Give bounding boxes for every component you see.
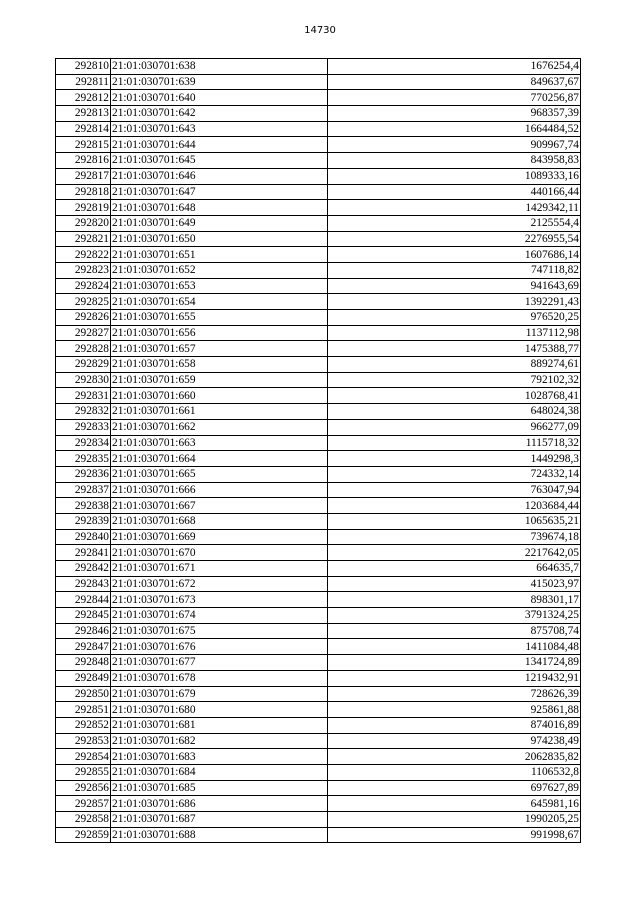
cadastral-number-cell: 21:01:030701:652 bbox=[111, 262, 328, 278]
table-row bbox=[56, 74, 581, 90]
table-row bbox=[56, 529, 581, 545]
row-number-cell: 292847 bbox=[56, 639, 111, 655]
row-number-cell: 292852 bbox=[56, 717, 111, 733]
cadastral-value-cell: 739674,18 bbox=[328, 529, 581, 545]
cadastral-value-cell: 3791324,25 bbox=[328, 608, 581, 624]
row-number-cell: 292816 bbox=[56, 153, 111, 169]
cadastral-number-cell: 21:01:030701:651 bbox=[111, 247, 328, 263]
cadastral-value-cell: 941643,69 bbox=[328, 278, 581, 294]
table-row bbox=[56, 827, 581, 843]
cadastral-number-cell: 21:01:030701:674 bbox=[111, 608, 328, 624]
table-body bbox=[56, 59, 581, 843]
cadastral-value-cell: 697627,89 bbox=[328, 780, 581, 796]
table-row bbox=[56, 200, 581, 216]
cadastral-number-cell: 21:01:030701:654 bbox=[111, 294, 328, 310]
row-number-cell: 292818 bbox=[56, 184, 111, 200]
cadastral-value-cell: 925861,88 bbox=[328, 702, 581, 718]
row-number-cell: 292857 bbox=[56, 796, 111, 812]
row-number-cell: 292829 bbox=[56, 357, 111, 373]
cadastral-number-cell: 21:01:030701:640 bbox=[111, 90, 328, 106]
cadastral-value-cell: 1115718,32 bbox=[328, 435, 581, 451]
table-row bbox=[56, 357, 581, 373]
cadastral-value-cell: 1219432,91 bbox=[328, 670, 581, 686]
table-row bbox=[56, 498, 581, 514]
table-row bbox=[56, 576, 581, 592]
row-number-cell: 292849 bbox=[56, 670, 111, 686]
cadastral-value-cell: 415023,97 bbox=[328, 576, 581, 592]
table-row bbox=[56, 466, 581, 482]
cadastral-value-cell: 645981,16 bbox=[328, 796, 581, 812]
row-number-cell: 292838 bbox=[56, 498, 111, 514]
row-number-cell: 292820 bbox=[56, 215, 111, 231]
row-number-cell: 292836 bbox=[56, 466, 111, 482]
table-row bbox=[56, 310, 581, 326]
cadastral-value-cell: 724332,14 bbox=[328, 466, 581, 482]
row-number-cell: 292814 bbox=[56, 121, 111, 137]
table-row bbox=[56, 749, 581, 765]
cadastral-number-cell: 21:01:030701:638 bbox=[111, 59, 328, 75]
cadastral-value-cell: 898301,17 bbox=[328, 592, 581, 608]
table-row bbox=[56, 796, 581, 812]
cadastral-value-cell: 843958,83 bbox=[328, 153, 581, 169]
row-number-cell: 292831 bbox=[56, 388, 111, 404]
row-number-cell: 292817 bbox=[56, 168, 111, 184]
cadastral-value-cell: 974238,49 bbox=[328, 733, 581, 749]
table-row bbox=[56, 592, 581, 608]
row-number-cell: 292835 bbox=[56, 451, 111, 467]
cadastral-number-cell: 21:01:030701:688 bbox=[111, 827, 328, 843]
cadastral-number-cell: 21:01:030701:669 bbox=[111, 529, 328, 545]
cadastral-number-cell: 21:01:030701:684 bbox=[111, 764, 328, 780]
cadastral-number-cell: 21:01:030701:680 bbox=[111, 702, 328, 718]
cadastral-value-cell: 1990205,25 bbox=[328, 812, 581, 828]
cadastral-value-cell: 991998,67 bbox=[328, 827, 581, 843]
row-number-cell: 292854 bbox=[56, 749, 111, 765]
cadastral-value-cell: 1106532,8 bbox=[328, 764, 581, 780]
cadastral-number-cell: 21:01:030701:682 bbox=[111, 733, 328, 749]
table-row bbox=[56, 262, 581, 278]
table-row bbox=[56, 482, 581, 498]
cadastral-number-cell: 21:01:030701:668 bbox=[111, 513, 328, 529]
row-number-cell: 292841 bbox=[56, 545, 111, 561]
cadastral-number-cell: 21:01:030701:676 bbox=[111, 639, 328, 655]
row-number-cell: 292833 bbox=[56, 419, 111, 435]
table-row bbox=[56, 388, 581, 404]
cadastral-number-cell: 21:01:030701:677 bbox=[111, 655, 328, 671]
row-number-cell: 292859 bbox=[56, 827, 111, 843]
row-number-cell: 292850 bbox=[56, 686, 111, 702]
cadastral-value-cell: 1664484,52 bbox=[328, 121, 581, 137]
row-number-cell: 292842 bbox=[56, 561, 111, 577]
row-number-cell: 292826 bbox=[56, 310, 111, 326]
table-row bbox=[56, 623, 581, 639]
cadastral-value-cell: 1028768,41 bbox=[328, 388, 581, 404]
cadastral-value-cell: 1137112,98 bbox=[328, 325, 581, 341]
table-row bbox=[56, 670, 581, 686]
table-row bbox=[56, 372, 581, 388]
table-row bbox=[56, 341, 581, 357]
cadastral-number-cell: 21:01:030701:685 bbox=[111, 780, 328, 796]
cadastral-value-cell: 966277,09 bbox=[328, 419, 581, 435]
table-row bbox=[56, 153, 581, 169]
table-row bbox=[56, 106, 581, 122]
row-number-cell: 292824 bbox=[56, 278, 111, 294]
cadastral-number-cell: 21:01:030701:656 bbox=[111, 325, 328, 341]
table-row bbox=[56, 121, 581, 137]
cadastral-value-cell: 968357,39 bbox=[328, 106, 581, 122]
cadastral-number-cell: 21:01:030701:649 bbox=[111, 215, 328, 231]
cadastral-value-cell: 909967,74 bbox=[328, 137, 581, 153]
cadastral-value-cell: 1429342,11 bbox=[328, 200, 581, 216]
row-number-cell: 292845 bbox=[56, 608, 111, 624]
cadastral-number-cell: 21:01:030701:670 bbox=[111, 545, 328, 561]
row-number-cell: 292846 bbox=[56, 623, 111, 639]
table-row bbox=[56, 451, 581, 467]
table-row bbox=[56, 561, 581, 577]
table-row bbox=[56, 686, 581, 702]
cadastral-number-cell: 21:01:030701:681 bbox=[111, 717, 328, 733]
cadastral-number-cell: 21:01:030701:661 bbox=[111, 404, 328, 420]
cadastral-number-cell: 21:01:030701:662 bbox=[111, 419, 328, 435]
cadastral-value-cell: 1089333,16 bbox=[328, 168, 581, 184]
cadastral-value-cell: 849637,67 bbox=[328, 74, 581, 90]
cadastral-value-cell: 1411084,48 bbox=[328, 639, 581, 655]
table-row bbox=[56, 513, 581, 529]
table-row bbox=[56, 325, 581, 341]
cadastral-value-cell: 976520,25 bbox=[328, 310, 581, 326]
row-number-cell: 292839 bbox=[56, 513, 111, 529]
cadastral-value-cell: 1065635,21 bbox=[328, 513, 581, 529]
table-row bbox=[56, 812, 581, 828]
cadastral-value-cell: 792102,32 bbox=[328, 372, 581, 388]
table-row bbox=[56, 90, 581, 106]
cadastral-value-cell: 728626,39 bbox=[328, 686, 581, 702]
table-row bbox=[56, 764, 581, 780]
cadastral-number-cell: 21:01:030701:687 bbox=[111, 812, 328, 828]
row-number-cell: 292811 bbox=[56, 74, 111, 90]
table-row bbox=[56, 184, 581, 200]
cadastral-number-cell: 21:01:030701:642 bbox=[111, 106, 328, 122]
cadastral-number-cell: 21:01:030701:679 bbox=[111, 686, 328, 702]
cadastral-number-cell: 21:01:030701:665 bbox=[111, 466, 328, 482]
cadastral-value-cell: 747118,82 bbox=[328, 262, 581, 278]
cadastral-value-cell: 648024,38 bbox=[328, 404, 581, 420]
cadastral-value-cell: 889274,61 bbox=[328, 357, 581, 373]
row-number-cell: 292821 bbox=[56, 231, 111, 247]
row-number-cell: 292819 bbox=[56, 200, 111, 216]
cadastral-number-cell: 21:01:030701:663 bbox=[111, 435, 328, 451]
cadastral-number-cell: 21:01:030701:673 bbox=[111, 592, 328, 608]
cadastral-number-cell: 21:01:030701:664 bbox=[111, 451, 328, 467]
table-row bbox=[56, 278, 581, 294]
cadastral-value-cell: 1475388,77 bbox=[328, 341, 581, 357]
table-row bbox=[56, 655, 581, 671]
cadastral-number-cell: 21:01:030701:644 bbox=[111, 137, 328, 153]
cadastral-number-cell: 21:01:030701:659 bbox=[111, 372, 328, 388]
table-row bbox=[56, 733, 581, 749]
cadastral-number-cell: 21:01:030701:643 bbox=[111, 121, 328, 137]
row-number-cell: 292822 bbox=[56, 247, 111, 263]
table-row bbox=[56, 702, 581, 718]
row-number-cell: 292858 bbox=[56, 812, 111, 828]
table-row bbox=[56, 59, 581, 75]
cadastral-number-cell: 21:01:030701:686 bbox=[111, 796, 328, 812]
row-number-cell: 292832 bbox=[56, 404, 111, 420]
cadastral-number-cell: 21:01:030701:650 bbox=[111, 231, 328, 247]
row-number-cell: 292844 bbox=[56, 592, 111, 608]
cadastral-value-cell: 440166,44 bbox=[328, 184, 581, 200]
cadastral-number-cell: 21:01:030701:653 bbox=[111, 278, 328, 294]
cadastral-value-cell: 2276955,54 bbox=[328, 231, 581, 247]
cadastral-value-cell: 2217642,05 bbox=[328, 545, 581, 561]
cadastral-number-cell: 21:01:030701:675 bbox=[111, 623, 328, 639]
table-row bbox=[56, 294, 581, 310]
table-row bbox=[56, 247, 581, 263]
row-number-cell: 292823 bbox=[56, 262, 111, 278]
table-row bbox=[56, 608, 581, 624]
cadastral-number-cell: 21:01:030701:667 bbox=[111, 498, 328, 514]
table-row bbox=[56, 545, 581, 561]
cadastral-value-cell: 875708,74 bbox=[328, 623, 581, 639]
cadastral-value-cell: 1607686,14 bbox=[328, 247, 581, 263]
cadastral-number-cell: 21:01:030701:657 bbox=[111, 341, 328, 357]
table-row bbox=[56, 404, 581, 420]
cadastral-value-table bbox=[55, 58, 581, 843]
table-row bbox=[56, 137, 581, 153]
table-row bbox=[56, 639, 581, 655]
row-number-cell: 292828 bbox=[56, 341, 111, 357]
cadastral-number-cell: 21:01:030701:645 bbox=[111, 153, 328, 169]
table-row bbox=[56, 231, 581, 247]
cadastral-number-cell: 21:01:030701:683 bbox=[111, 749, 328, 765]
cadastral-value-cell: 664635,7 bbox=[328, 561, 581, 577]
cadastral-value-cell: 1449298,3 bbox=[328, 451, 581, 467]
row-number-cell: 292812 bbox=[56, 90, 111, 106]
row-number-cell: 292855 bbox=[56, 764, 111, 780]
cadastral-number-cell: 21:01:030701:660 bbox=[111, 388, 328, 404]
table-row bbox=[56, 215, 581, 231]
cadastral-value-cell: 1341724,89 bbox=[328, 655, 581, 671]
cadastral-value-cell: 763047,94 bbox=[328, 482, 581, 498]
cadastral-number-cell: 21:01:030701:648 bbox=[111, 200, 328, 216]
table-row bbox=[56, 780, 581, 796]
cadastral-number-cell: 21:01:030701:678 bbox=[111, 670, 328, 686]
row-number-cell: 292848 bbox=[56, 655, 111, 671]
cadastral-value-cell: 1676254,4 bbox=[328, 59, 581, 75]
row-number-cell: 292815 bbox=[56, 137, 111, 153]
cadastral-number-cell: 21:01:030701:646 bbox=[111, 168, 328, 184]
cadastral-value-cell: 2125554,4 bbox=[328, 215, 581, 231]
table-row bbox=[56, 168, 581, 184]
cadastral-number-cell: 21:01:030701:666 bbox=[111, 482, 328, 498]
cadastral-value-cell: 874016,89 bbox=[328, 717, 581, 733]
table-row bbox=[56, 435, 581, 451]
row-number-cell: 292830 bbox=[56, 372, 111, 388]
row-number-cell: 292837 bbox=[56, 482, 111, 498]
cadastral-number-cell: 21:01:030701:671 bbox=[111, 561, 328, 577]
row-number-cell: 292853 bbox=[56, 733, 111, 749]
row-number-cell: 292834 bbox=[56, 435, 111, 451]
cadastral-number-cell: 21:01:030701:672 bbox=[111, 576, 328, 592]
row-number-cell: 292856 bbox=[56, 780, 111, 796]
cadastral-number-cell: 21:01:030701:647 bbox=[111, 184, 328, 200]
row-number-cell: 292810 bbox=[56, 59, 111, 75]
cadastral-value-cell: 770256,87 bbox=[328, 90, 581, 106]
cadastral-number-cell: 21:01:030701:658 bbox=[111, 357, 328, 373]
row-number-cell: 292851 bbox=[56, 702, 111, 718]
row-number-cell: 292813 bbox=[56, 106, 111, 122]
cadastral-value-cell: 1392291,43 bbox=[328, 294, 581, 310]
cadastral-value-cell: 2062835,82 bbox=[328, 749, 581, 765]
row-number-cell: 292840 bbox=[56, 529, 111, 545]
table-row bbox=[56, 717, 581, 733]
row-number-cell: 292827 bbox=[56, 325, 111, 341]
table-row bbox=[56, 419, 581, 435]
row-number-cell: 292825 bbox=[56, 294, 111, 310]
row-number-cell: 292843 bbox=[56, 576, 111, 592]
cadastral-value-cell: 1203684,44 bbox=[328, 498, 581, 514]
cadastral-number-cell: 21:01:030701:655 bbox=[111, 310, 328, 326]
page-number: 14730 bbox=[304, 25, 336, 36]
cadastral-number-cell: 21:01:030701:639 bbox=[111, 74, 328, 90]
